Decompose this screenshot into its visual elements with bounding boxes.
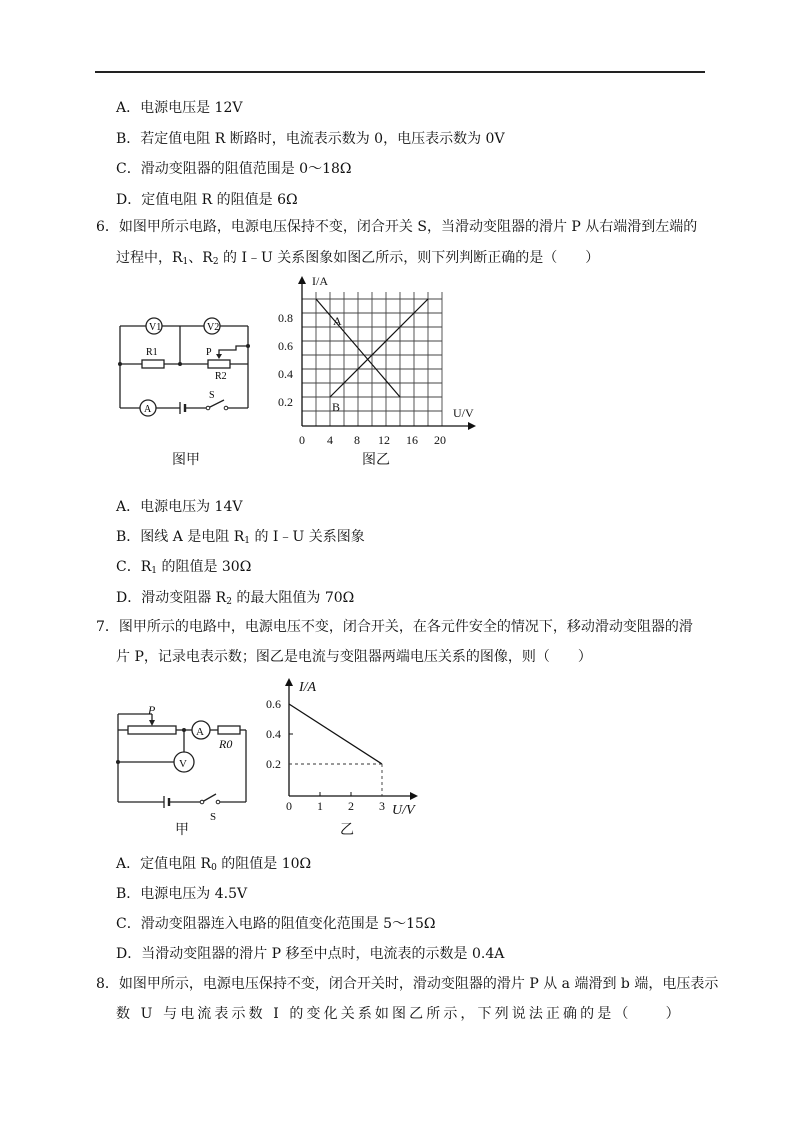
ytick-0.2: 0.2 [266,757,281,771]
xtick-2: 2 [348,799,354,813]
q7-stem-line2: 片 P，记录电表示数；图乙是电流与变阻器两端电压关系的图像，则（ ） [116,649,592,665]
resistor-r1-icon [142,360,164,368]
ytick-0.8: 0.8 [278,311,293,325]
data-line [289,704,382,764]
v-label: V [179,758,187,770]
x-axis-label: U/V [392,803,415,818]
xtick-1: 1 [317,799,323,813]
xtick-3: 3 [379,799,385,813]
q6-stem-line2: 过程中，$R_1$、$R_2$ 的 I﹣U 关系图象如图乙所示，则下列判断正确的是（ ） [116,250,600,267]
switch-icon [202,794,216,802]
q7-fig-a-caption: 甲 [175,822,189,838]
q6-circuit-diagram [112,312,262,422]
ytick-0.4: 0.4 [278,367,293,381]
q7-option-a: A．定值电阻 $R_0$ 的阻值是 10Ω [116,856,312,873]
resistor-r0-icon [218,726,240,734]
header-rule [95,71,705,73]
xtick-8: 8 [354,433,360,447]
q6-option-a: A．电源电压为 14V [116,499,243,515]
q6-iu-graph [270,272,485,452]
y-axis-label: I/A [312,274,328,288]
v1-label: V1 [149,322,162,333]
q5-option-a: A．电源电压是 12V [116,100,243,116]
a-label: A [144,404,152,415]
q6-option-d: D．滑动变阻器 $R_2$ 的最大阻值为 70Ω [116,590,355,607]
r2-label: R2 [215,371,227,382]
q6-stem-line1: 6．如图甲所示电路，电源电压保持不变，闭合开关 S，当滑动变阻器的滑片 P 从右端滑到左端的 [96,219,698,235]
y-axis-label: I/A [299,680,317,695]
ytick-0.6: 0.6 [278,339,293,353]
p-label: P [148,703,156,717]
rheostat-icon [128,726,176,734]
xtick-16: 16 [406,433,418,447]
xtick-0: 0 [299,433,305,447]
r1-label: R1 [146,347,158,358]
q7-option-b: B．电源电压为 4.5V [116,886,248,902]
v2-label: V2 [207,322,220,333]
switch-icon [208,400,224,408]
q5-option-c: C．滑动变阻器的阻值范围是 0～18Ω [116,161,352,177]
ytick-0.6: 0.6 [266,697,281,711]
q6-option-b: B．图线 A 是电阻 $R_1$ 的 I﹣U 关系图象 [116,529,365,546]
xtick-12: 12 [378,433,390,447]
ytick-0.2: 0.2 [278,395,293,409]
s-label: S [210,811,217,823]
xtick-4: 4 [327,433,333,447]
q7-iu-graph [262,672,432,822]
q8-stem-line1: 8．如图甲所示，电源电压保持不变，闭合开关时，滑动变阻器的滑片 P 从 a 端滑到 b 端，电压表示 [96,976,719,992]
a-label: A [196,726,204,738]
line-a-label: A [333,314,342,328]
q8-stem-line2: 数 U 与电流表示数 I 的变化关系如图乙所示，下列说法正确的是（ ） [116,1006,683,1022]
line-b [330,299,428,397]
rheostat-r2-icon [208,360,230,368]
q7-circuit-diagram [112,700,252,823]
ytick-0.4: 0.4 [266,727,281,741]
q7-stem-line1: 7．图甲所示的电路中，电源电压不变，闭合开关，在各元件安全的情况下，移动滑动变阻器的滑 [96,619,693,635]
q7-option-c: C．滑动变阻器连入电路的阻值变化范围是 5～15Ω [116,916,436,932]
x-axis-label: U/V [453,406,474,420]
q5-option-d: D．定值电阻 R 的阻值是 6Ω [116,192,298,208]
line-b-label: B [332,400,341,414]
q7-option-d: D．当滑动变阻器的滑片 P 移至中点时，电流表的示数是 0.4A [116,946,505,962]
s-label: S [209,390,215,401]
p-label: P [206,347,212,358]
q6-fig-b-caption: 图乙 [362,452,390,468]
q7-fig-b-caption: 乙 [340,822,354,838]
xtick-0: 0 [286,799,292,813]
xtick-20: 20 [434,433,446,447]
q6-option-c: C．$R_1$ 的阻值是 30Ω [116,559,252,576]
q5-option-b: B．若定值电阻 R 断路时，电流表示数为 0，电压表示数为 0V [116,131,505,147]
r0-label: R0 [219,737,233,751]
q6-fig-a-caption: 图甲 [172,452,200,468]
